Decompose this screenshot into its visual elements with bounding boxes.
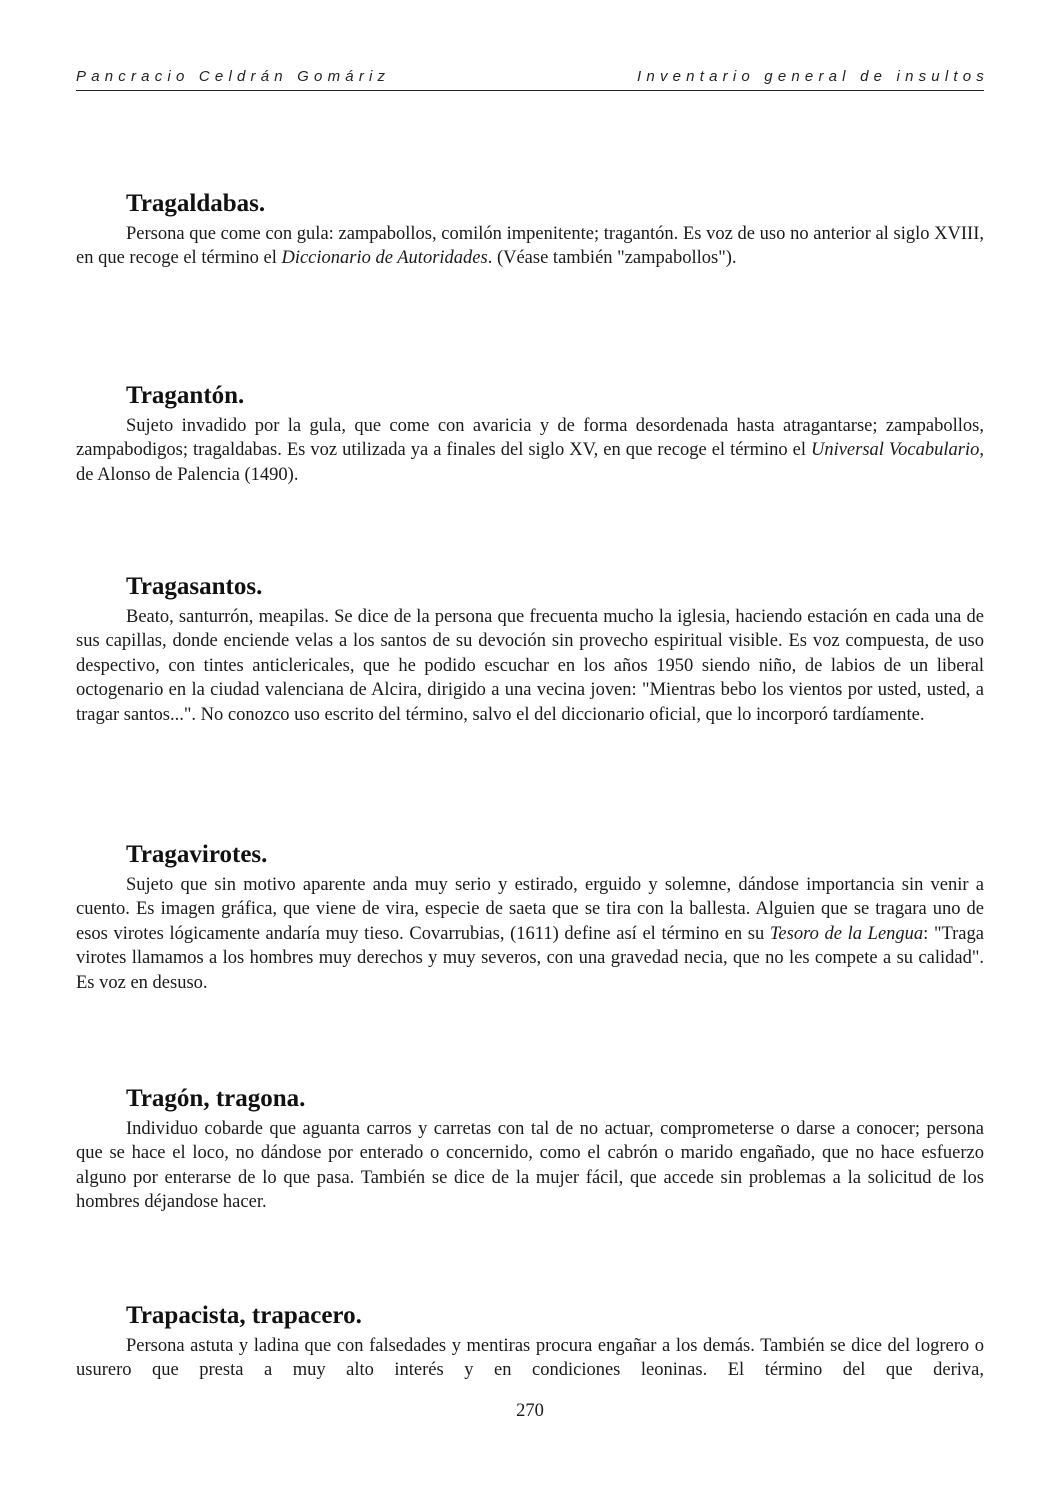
running-header bbox=[76, 66, 989, 91]
entry-term: Trapacista, trapacero. bbox=[126, 1302, 362, 1329]
entry-term: Tragaldabas. bbox=[126, 190, 266, 217]
entry-term: Tragantón. bbox=[126, 382, 245, 409]
entry-term: Tragón, tragona. bbox=[126, 1085, 306, 1112]
entry-tragaldabas bbox=[76, 188, 984, 271]
entry-definition: Sujeto que sin motivo aparente anda muy serio y estirado, erguido y solemne, dándose importancia sin venir a cuento. Es imagen gráfica, que viene de vira, especie de saeta que se tira con la ballesta. Alguien que se tragara uno de esos virotes lógicamente andaría muy tieso. Covarrubias, (1611) define así el término en su Tesoro de la Lengua: "Traga virotes llamamos a los hombres muy derechos y muy severos, con una gravedad necia, que no les compete a su calidad". Es voz en desuso. bbox=[76, 875, 984, 993]
header-book-title: Inventario general de insultos bbox=[637, 68, 989, 85]
entry-term: Tragasantos. bbox=[126, 573, 263, 600]
entry-definition: Beato, santurrón, meapilas. Se dice de la persona que frecuenta mucho la iglesia, haciendo estación en cada una de sus capillas, donde enciende velas a los santos de su devoción sin provecho espiritual visible. Es voz compuesta, de uso despectivo, con tintes anticlericales, que he podido escuchar en los años 1950 siendo niño, de labios de un liberal octogenario en la ciudad valenciana de Alcira, dirigido a una vecina joven: "Mientras bebo los vientos por usted, usted, a tragar santos...". No conozco uso escrito del término, salvo el del diccionario oficial, que lo incorporó tardíamente. bbox=[76, 607, 984, 725]
entry-definition: Sujeto invadido por la gula, que come con avaricia y de forma desordenada hasta atragantarse; zampabollos, zampabodigos; tragaldabas. Es voz utilizada ya a finales del siglo XV, en que recoge el término el Universal Vocabulario, de Alonso de Palencia (1490). bbox=[76, 416, 984, 485]
entry-tragantón bbox=[76, 380, 984, 487]
cited-work: Diccionario de Autoridades bbox=[281, 248, 488, 269]
entry-trapacista bbox=[76, 1300, 984, 1383]
entry-tragasantos bbox=[76, 571, 984, 727]
page-number: 270 bbox=[516, 1401, 544, 1421]
cited-work: Universal Vocabulario bbox=[810, 440, 980, 461]
entry-tragon bbox=[76, 1083, 984, 1215]
header-author: Pancracio Celdrán Gomáriz bbox=[76, 68, 391, 85]
entry-term: Tragavirotes. bbox=[126, 841, 268, 868]
cited-work: Tesoro de la Lengua bbox=[769, 923, 924, 944]
entry-tragavirotes bbox=[76, 839, 984, 995]
entry-definition: Individuo cobarde que aguanta carros y carretas con tal de no actuar, comprometerse o darse a conocer; persona que se hace el loco, no dándose por enterado o concernido, como el cabrón o marido engañado, que no hace esfuerzo alguno por enterarse de lo que pasa. También se dice de la mujer fácil, que accede sin problemas a la solicitud de los hombres déjandose hacer. bbox=[76, 1119, 984, 1213]
entry-definition: Persona astuta y ladina que con falsedades y mentiras procura engañar a los demás. También se dice del logrero o usurero que presta a muy alto interés y en condiciones leoninas. El término del que deriva, bbox=[76, 1336, 984, 1381]
entry-definition: Persona que come con gula: zampabollos, comilón impenitente; tragantón. Es voz de uso no anterior al siglo XVIII, en que recoge el término el Diccionario de Autoridades. (Véase también "zampabollos"). bbox=[76, 224, 984, 269]
